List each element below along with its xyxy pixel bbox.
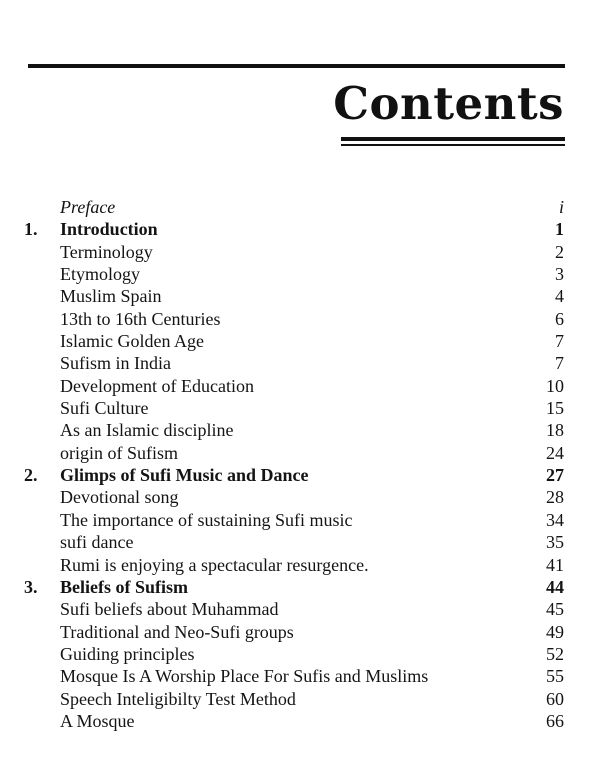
toc-entry <box>0 419 600 441</box>
toc-entry-title: Beliefs of Sufism <box>60 576 188 597</box>
toc-entry <box>0 352 600 374</box>
toc-entry-title: Mosque Is A Worship Place For Sufis and Muslims <box>60 666 429 687</box>
toc-entry-title: Etymology <box>60 264 140 285</box>
toc-entry-title: The importance of sustaining Sufi music <box>60 509 353 530</box>
toc-entry <box>0 285 600 307</box>
toc-entry-page: 35 <box>546 532 564 553</box>
toc-entry-page: 3 <box>555 264 564 285</box>
toc-entry-title: Devotional song <box>60 487 179 508</box>
title-underline-thin <box>341 144 565 146</box>
toc-entry-page: 24 <box>546 442 564 463</box>
toc-entry-page: 6 <box>555 308 564 329</box>
toc-entry-page: 49 <box>546 621 564 642</box>
toc-entry <box>0 665 600 687</box>
toc-entry <box>0 509 600 531</box>
toc-entry-title: Traditional and Neo-Sufi groups <box>60 621 294 642</box>
toc-entry-page: 1 <box>555 219 564 240</box>
toc-entry <box>0 688 600 710</box>
toc-entry <box>0 554 600 576</box>
toc-entry-title: sufi dance <box>60 532 134 553</box>
toc-entry-page: 10 <box>546 375 564 396</box>
toc-entry-page: 15 <box>546 398 564 419</box>
toc-entry-number: 1. <box>24 219 38 240</box>
toc-entry-page: 34 <box>546 509 564 530</box>
toc-entry <box>0 196 600 218</box>
toc-entry <box>0 710 600 732</box>
toc-chapter-entry <box>0 218 600 240</box>
toc-entry <box>0 263 600 285</box>
toc-entry-title: Sufi beliefs about Muhammad <box>60 599 279 620</box>
toc-entry-title: origin of Sufism <box>60 442 179 463</box>
toc-entry-title: Speech Inteligibilty Test Method <box>60 688 296 709</box>
toc-entry <box>0 442 600 464</box>
toc-entry-title: Terminology <box>60 241 153 262</box>
toc-entry-page: i <box>558 197 564 217</box>
table-of-contents <box>0 196 600 732</box>
toc-entry-page: 52 <box>546 643 564 664</box>
toc-entry-page: 55 <box>546 666 564 687</box>
toc-entry-page: 60 <box>546 688 564 709</box>
toc-entry <box>0 531 600 553</box>
toc-entry <box>0 330 600 352</box>
toc-entry <box>0 308 600 330</box>
toc-entry <box>0 598 600 620</box>
toc-entry-title: Sufism in India <box>60 353 171 374</box>
toc-entry <box>0 397 600 419</box>
toc-entry <box>0 621 600 643</box>
toc-entry-page: 28 <box>546 487 564 508</box>
toc-entry <box>0 241 600 263</box>
toc-entry-page: 18 <box>546 420 564 441</box>
toc-entry <box>0 643 600 665</box>
toc-entry-number: 3. <box>24 576 38 597</box>
toc-entry-title: Sufi Culture <box>60 398 149 419</box>
toc-entry-title: Guiding principles <box>60 643 195 664</box>
toc-entry-page: 4 <box>555 286 564 307</box>
toc-entry-number: 2. <box>24 465 38 486</box>
toc-entry-page: 41 <box>546 554 564 575</box>
toc-entry-page: 27 <box>546 465 564 486</box>
title-underline-thick <box>341 137 565 141</box>
toc-entry-title: Development of Education <box>60 375 254 396</box>
toc-entry-page: 66 <box>546 710 564 731</box>
toc-entry-title: Muslim Spain <box>60 286 162 307</box>
toc-entry-title: Glimps of Sufi Music and Dance <box>60 465 309 486</box>
toc-entry-title: Introduction <box>60 219 158 240</box>
toc-entry-title: A Mosque <box>60 710 135 731</box>
toc-entry-title: Rumi is enjoying a spectacular resurgence. <box>60 554 369 575</box>
toc-entry <box>0 486 600 508</box>
toc-entry-title: 13th to 16th Centuries <box>60 308 221 329</box>
toc-entry-page: 2 <box>555 241 564 262</box>
top-rule <box>28 64 565 68</box>
toc-entry-page: 7 <box>555 331 564 352</box>
toc-chapter-entry <box>0 576 600 598</box>
toc-entry-title: As an Islamic discipline <box>60 420 234 441</box>
toc-entry-page: 7 <box>555 353 564 374</box>
toc-entry-page: 45 <box>546 599 564 620</box>
toc-entry-page: 44 <box>546 576 564 597</box>
toc-chapter-entry <box>0 464 600 486</box>
toc-entry-title: Preface <box>60 197 116 217</box>
page-title: Contents <box>333 77 564 130</box>
toc-entry <box>0 375 600 397</box>
toc-entry-title: Islamic Golden Age <box>60 331 204 352</box>
